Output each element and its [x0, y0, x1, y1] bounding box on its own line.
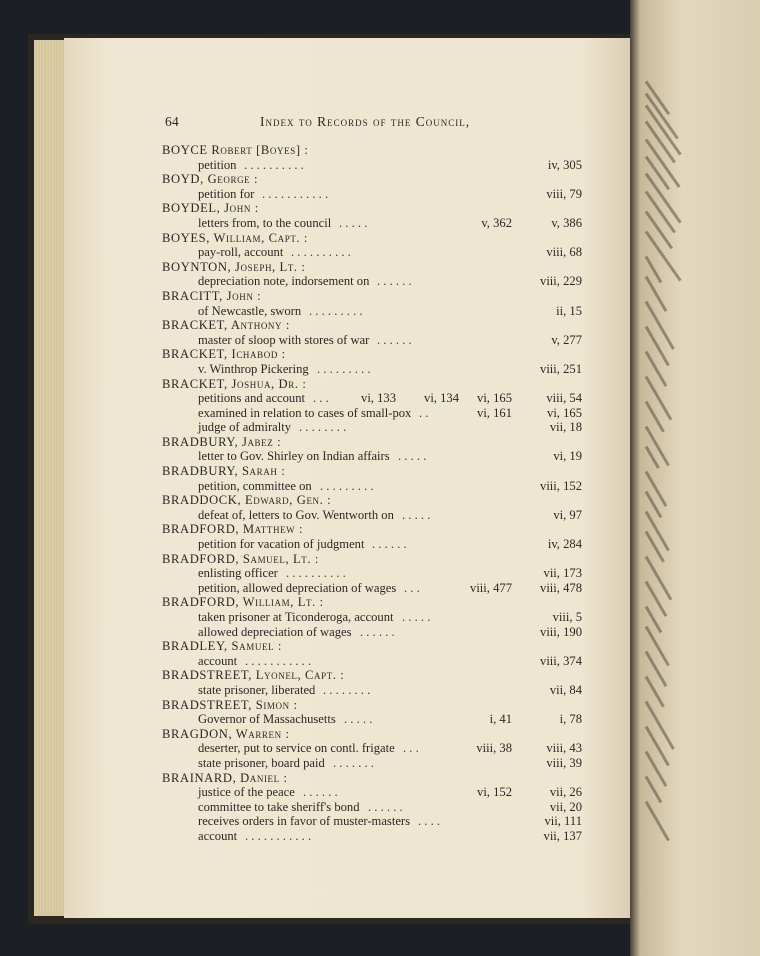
- volume-page-ref: v, 362: [481, 215, 512, 230]
- volume-page-ref: vi, 97: [553, 507, 582, 522]
- volume-page-ref: viii, 5: [552, 610, 582, 624]
- index-heading: [162, 143, 582, 158]
- index-subentry: [162, 581, 582, 596]
- volume-page-ref: vii, 18: [549, 420, 582, 435]
- index-heading: [162, 377, 582, 392]
- volume-page-ref: vii, 26: [549, 785, 582, 800]
- volume-page-ref: viii, 39: [546, 755, 582, 770]
- volume-page-ref: viii, 477: [470, 580, 512, 595]
- volume-page-ref: vi, 161: [477, 405, 512, 420]
- index-heading: [162, 493, 582, 508]
- index-subentry: [162, 187, 582, 202]
- entry-text: state prisoner, board paid: [198, 755, 325, 770]
- entry-text: pay-roll, account: [198, 245, 284, 260]
- leader-dots: . . . . .: [402, 507, 431, 522]
- leader-dots: . . . . . . . . . . .: [245, 653, 312, 668]
- index-subentry: [162, 420, 582, 435]
- entry-text: BRACKET, Anthony :: [162, 318, 290, 333]
- facing-page-text-line: [645, 556, 673, 601]
- entry-text: examined in relation to cases of small-pox: [198, 405, 412, 420]
- volume-page-ref: viii, 79: [546, 186, 582, 201]
- index-subentry: [162, 610, 582, 625]
- entry-text: BRADFORD, Matthew :: [162, 522, 304, 537]
- index-heading: [162, 201, 582, 216]
- index-heading: [162, 435, 582, 450]
- entry-text: taken prisoner at Ticonderoga, account: [198, 610, 394, 624]
- entry-text: BRADSTREET, Lyonel, Capt. :: [162, 668, 345, 683]
- entry-text: BRADFORD, Samuel, Lt. :: [162, 551, 319, 566]
- index-heading: [162, 231, 582, 246]
- facing-page-text-line: [645, 376, 673, 421]
- index-heading: [162, 260, 582, 275]
- index-subentry: [162, 566, 582, 581]
- index-heading: [162, 522, 582, 537]
- volume-page-ref: i, 78: [559, 712, 582, 727]
- entry-text: depreciation note, indorsement on: [198, 274, 370, 289]
- index-heading: [162, 698, 582, 713]
- index-heading: [162, 464, 582, 479]
- entry-text: petition, committee on: [198, 478, 312, 493]
- index-subentry: [162, 449, 582, 464]
- volume-page-ref: iv, 305: [547, 157, 582, 172]
- leader-dots: . .: [419, 405, 429, 420]
- index-heading: [162, 595, 582, 610]
- facing-page-text-line: [645, 801, 670, 841]
- index-subentry: [162, 158, 582, 173]
- index-subentry: [162, 800, 582, 815]
- index-subentry: [162, 537, 582, 552]
- index-subentry: [162, 406, 582, 421]
- entry-text: judge of admiralty: [198, 420, 292, 435]
- index-subentry: [162, 814, 582, 829]
- leader-dots: . . . . . . . .: [299, 420, 347, 435]
- volume-page-ref: vii, 137: [543, 828, 582, 843]
- entry-text: petition: [198, 157, 237, 172]
- entry-text: BRACKET, Joshua, Dr. :: [162, 376, 307, 391]
- index-subentry: [162, 829, 582, 844]
- entry-text: v. Winthrop Pickering: [198, 361, 309, 376]
- entry-text: BRAGDON, Warren :: [162, 726, 290, 741]
- leader-dots: . . . . . . . . . . .: [262, 186, 329, 201]
- volume-page-ref: viii, 478: [540, 580, 582, 595]
- entry-text: BOYES, William, Capt. :: [162, 230, 309, 245]
- leader-dots: . . . . . .: [368, 799, 403, 814]
- leader-dots: . . . . . . . .: [323, 682, 371, 697]
- index-heading: [162, 289, 582, 304]
- leader-dots: . . . . . .: [303, 785, 338, 800]
- entry-text: BOYCE Robert [Boyes] :: [162, 143, 309, 157]
- volume-page-ref: viii, 190: [540, 624, 582, 639]
- facing-page-text-line: [645, 471, 668, 507]
- entry-text: BRADLEY, Samuel :: [162, 639, 282, 654]
- leader-dots: . . . . .: [402, 610, 431, 624]
- index-heading: [162, 347, 582, 362]
- index-subentry: [162, 741, 582, 756]
- volume-page-ref: viii, 54: [546, 391, 582, 406]
- entry-text: petition for vacation of judgment: [198, 537, 365, 552]
- entry-text: state prisoner, liberated: [198, 682, 316, 697]
- leader-dots: . . . . . . . . .: [320, 478, 374, 493]
- index-heading: [162, 552, 582, 567]
- entry-text: justice of the peace: [198, 785, 295, 800]
- leader-dots: . . . . . .: [372, 537, 407, 552]
- leader-dots: . . . . . . . . . .: [286, 566, 346, 581]
- volume-page-ref: i, 41: [489, 712, 512, 727]
- entry-text: committee to take sheriff's bond: [198, 799, 360, 814]
- index-heading: [162, 727, 582, 742]
- entry-text: BRACKET, Ichabod :: [162, 347, 286, 362]
- leader-dots: . . . . . .: [360, 624, 395, 639]
- index-subentry: [162, 304, 582, 319]
- index-heading: [162, 172, 582, 187]
- volume-page-ref: viii, 38: [476, 741, 512, 756]
- index-subentry: [162, 245, 582, 260]
- entry-text: BRADBURY, Jabez :: [162, 434, 282, 449]
- entry-text: account: [198, 653, 238, 668]
- index-subentry: [162, 333, 582, 348]
- leader-dots: . . . . . . . . .: [309, 303, 363, 318]
- volume-page-ref: vi, 19: [553, 449, 582, 464]
- leader-dots: . . . . . . . . .: [317, 361, 371, 376]
- entry-text: deserter, put to service on contl. frigate: [198, 741, 395, 756]
- index-subentry: [162, 712, 582, 727]
- entry-text: petition, allowed depreciation of wages: [198, 580, 397, 595]
- volume-page-ref: vi, 165: [477, 391, 512, 406]
- entry-text: BRAINARD, Daniel :: [162, 770, 288, 785]
- volume-page-ref: iv, 284: [547, 537, 582, 552]
- entry-text: BOYDEL, John :: [162, 201, 259, 216]
- entry-text: BRADFORD, William, Lt. :: [162, 595, 324, 610]
- leader-dots: . . . . . .: [377, 274, 412, 289]
- index-subentry: [162, 479, 582, 494]
- leader-dots: . . . . . . . . . . .: [245, 828, 312, 843]
- index-subentry: [162, 683, 582, 698]
- volume-page-ref: ii, 15: [556, 303, 582, 318]
- volume-page-ref: vi, 165: [547, 405, 582, 420]
- leader-dots: . . . . .: [398, 449, 427, 464]
- right-page-text: [640, 60, 760, 920]
- volume-page-ref: viii, 251: [540, 361, 582, 376]
- leader-dots: . . . . . .: [377, 332, 412, 347]
- entry-text: receives orders in favor of muster-masters: [198, 814, 411, 829]
- entry-text: BOYNTON, Joseph, Lt. :: [162, 259, 306, 274]
- volume-page-ref: vii, 111: [544, 814, 582, 829]
- volume-page-ref: viii, 152: [540, 478, 582, 493]
- facing-page-text-line: [645, 211, 673, 250]
- leader-dots: . . . . .: [344, 712, 373, 727]
- index-subentry: [162, 508, 582, 523]
- leader-dots: . . . . . . . . . .: [291, 245, 351, 260]
- index-heading: [162, 318, 582, 333]
- entry-text: BRADBURY, Sarah :: [162, 464, 286, 479]
- volume-page-ref: vii, 173: [543, 566, 582, 581]
- volume-page-ref: vi, 152: [477, 785, 512, 800]
- index-subentry: [162, 654, 582, 669]
- index-heading: [162, 771, 582, 786]
- entry-text: defeat of, letters to Gov. Wentworth on: [198, 507, 394, 522]
- page-title: Index to Records of the Council,: [260, 114, 471, 129]
- facing-page-text-line: [645, 426, 670, 466]
- entry-text: master of sloop with stores of war: [198, 332, 370, 347]
- facing-page-text-line: [645, 701, 675, 750]
- volume-page-ref: v, 277: [551, 332, 582, 347]
- volume-page-ref: vii, 20: [549, 799, 582, 814]
- index-subentry: [162, 391, 582, 406]
- leader-dots: . . .: [313, 391, 329, 406]
- entry-text: petition for: [198, 186, 255, 201]
- volume-page-ref: v, 386: [551, 215, 582, 230]
- entry-text: BOYD, George :: [162, 172, 259, 187]
- facing-page-text-line: [645, 301, 675, 350]
- entry-text: BRADDOCK, Edward, Gen. :: [162, 493, 332, 508]
- volume-page-ref: vi, 134: [424, 391, 459, 406]
- volume-page-ref: viii, 374: [540, 653, 582, 668]
- entry-text: BRACITT, John :: [162, 288, 262, 303]
- entry-text: account: [198, 828, 238, 843]
- leader-dots: . . . . . . .: [333, 755, 374, 770]
- index-subentry: [162, 785, 582, 800]
- entry-text: of Newcastle, sworn: [198, 303, 302, 318]
- facing-page-text-line: [645, 511, 670, 551]
- volume-page-ref: viii, 43: [546, 741, 582, 756]
- index-subentry: [162, 362, 582, 377]
- volume-page-ref: viii, 229: [540, 274, 582, 289]
- page-number: 64: [165, 114, 180, 129]
- leader-dots: . . .: [404, 580, 420, 595]
- index-heading: [162, 639, 582, 654]
- leader-dots: . . . .: [418, 814, 441, 829]
- index-entries: [162, 143, 582, 844]
- entry-text: petitions and account: [198, 391, 306, 406]
- volume-page-ref: vi, 133: [361, 391, 396, 406]
- index-subentry: [162, 216, 582, 231]
- facing-page-text-line: [645, 156, 670, 190]
- index-heading: [162, 668, 582, 683]
- entry-text: Governor of Massachusetts: [198, 712, 336, 727]
- entry-text: BRADSTREET, Simon :: [162, 697, 298, 712]
- index-subentry: [162, 274, 582, 289]
- index-subentry: [162, 625, 582, 640]
- leader-dots: . . .: [403, 741, 419, 756]
- entry-text: enlisting officer: [198, 566, 278, 581]
- entry-text: letter to Gov. Shirley on Indian affairs: [198, 449, 390, 464]
- entry-text: allowed depreciation of wages: [198, 624, 352, 639]
- leader-dots: . . . . . . . . . .: [244, 157, 304, 172]
- index-subentry: [162, 756, 582, 771]
- volume-page-ref: viii, 68: [546, 245, 582, 260]
- facing-page-text-line: [645, 93, 679, 140]
- volume-page-ref: vii, 84: [549, 682, 582, 697]
- leader-dots: . . . . .: [339, 215, 368, 230]
- entry-text: letters from, to the council: [198, 215, 332, 230]
